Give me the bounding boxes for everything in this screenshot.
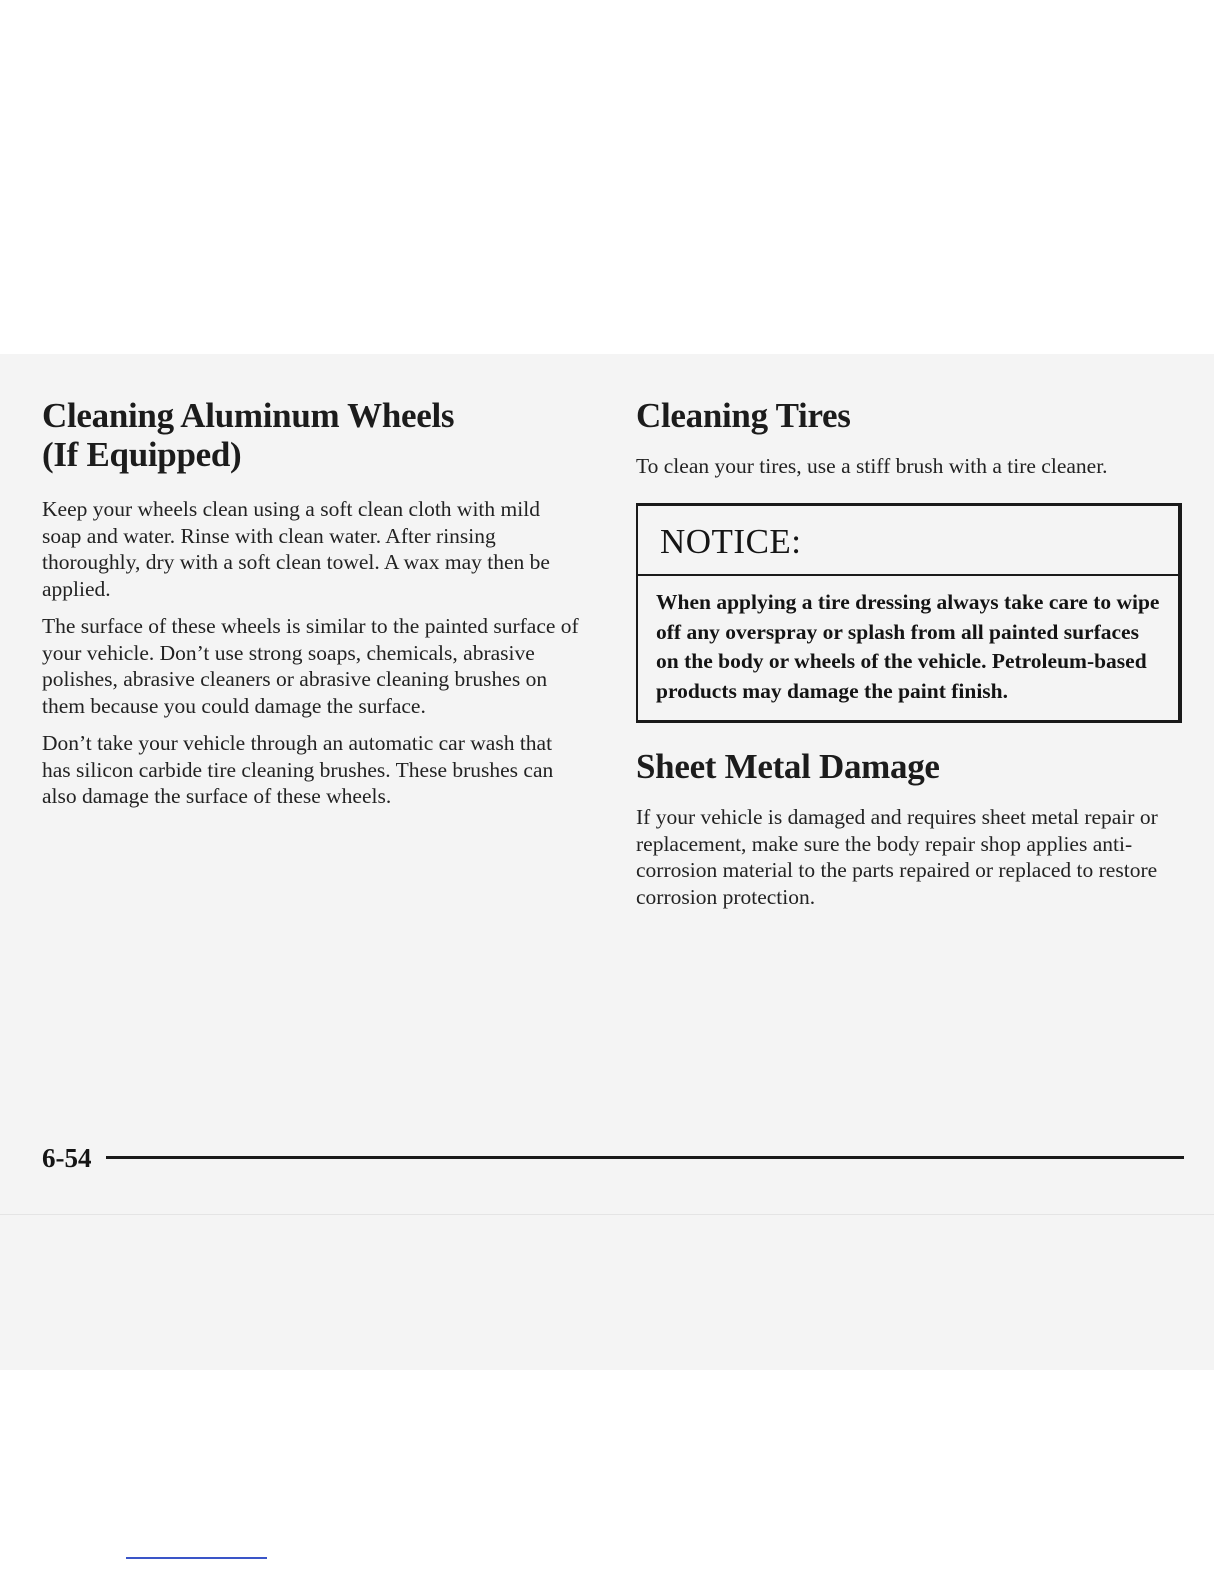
sheet-metal-title: Sheet Metal Damage [636, 747, 940, 786]
left-column [42, 396, 582, 821]
aluminum-wheels-paragraph-1: Keep your wheels clean using a soft clean cloth with mild soap and water. Rinse with clean water. After rinsing thoroughly, dry with a soft clean towel. A wax may then be applied. [42, 497, 550, 601]
notice-box [636, 503, 1182, 723]
aluminum-wheels-paragraph-2: The surface of these wheels is similar to the painted surface of your vehicle. Don’t use strong soaps, chemicals, abrasive polishes, abrasive cleaners or abrasive cleaning brushes on them because you could damage the surface. [42, 614, 579, 718]
cleaning-tires-text: To clean your tires, use a stiff brush with a tire cleaner. [636, 454, 1108, 478]
aluminum-wheels-title-line1: Cleaning Aluminum Wheels [42, 396, 455, 435]
aluminum-wheels-title-line2: (If Equipped) [42, 435, 242, 474]
scan-edge-line [0, 1214, 1214, 1215]
aluminum-wheels-title [42, 396, 582, 474]
sheet-metal-text: If your vehicle is damaged and requires sheet metal repair or replacement, make sure the body repair shop applies anti-corrosion material to the parts repaired or replaced to restore corrosion protection. [636, 805, 1158, 909]
page-number: 6-54 [42, 1143, 92, 1173]
notice-text: When applying a tire dressing always take care to wipe off any overspray or splash from all painted surfaces on the body or wheels of the vehicle. Petroleum-based products may damage the paint finish. [656, 590, 1160, 703]
footer-rule [106, 1156, 1184, 1159]
aluminum-wheels-paragraph-3: Don’t take your vehicle through an automatic car wash that has silicon carbide tire cleaning brushes. These brushes can also damage the surface of these wheels. [42, 731, 554, 808]
margin-rule [126, 1557, 267, 1559]
cleaning-tires-title: Cleaning Tires [636, 396, 851, 435]
notice-heading: NOTICE: [638, 506, 1178, 576]
right-column [636, 396, 1188, 921]
